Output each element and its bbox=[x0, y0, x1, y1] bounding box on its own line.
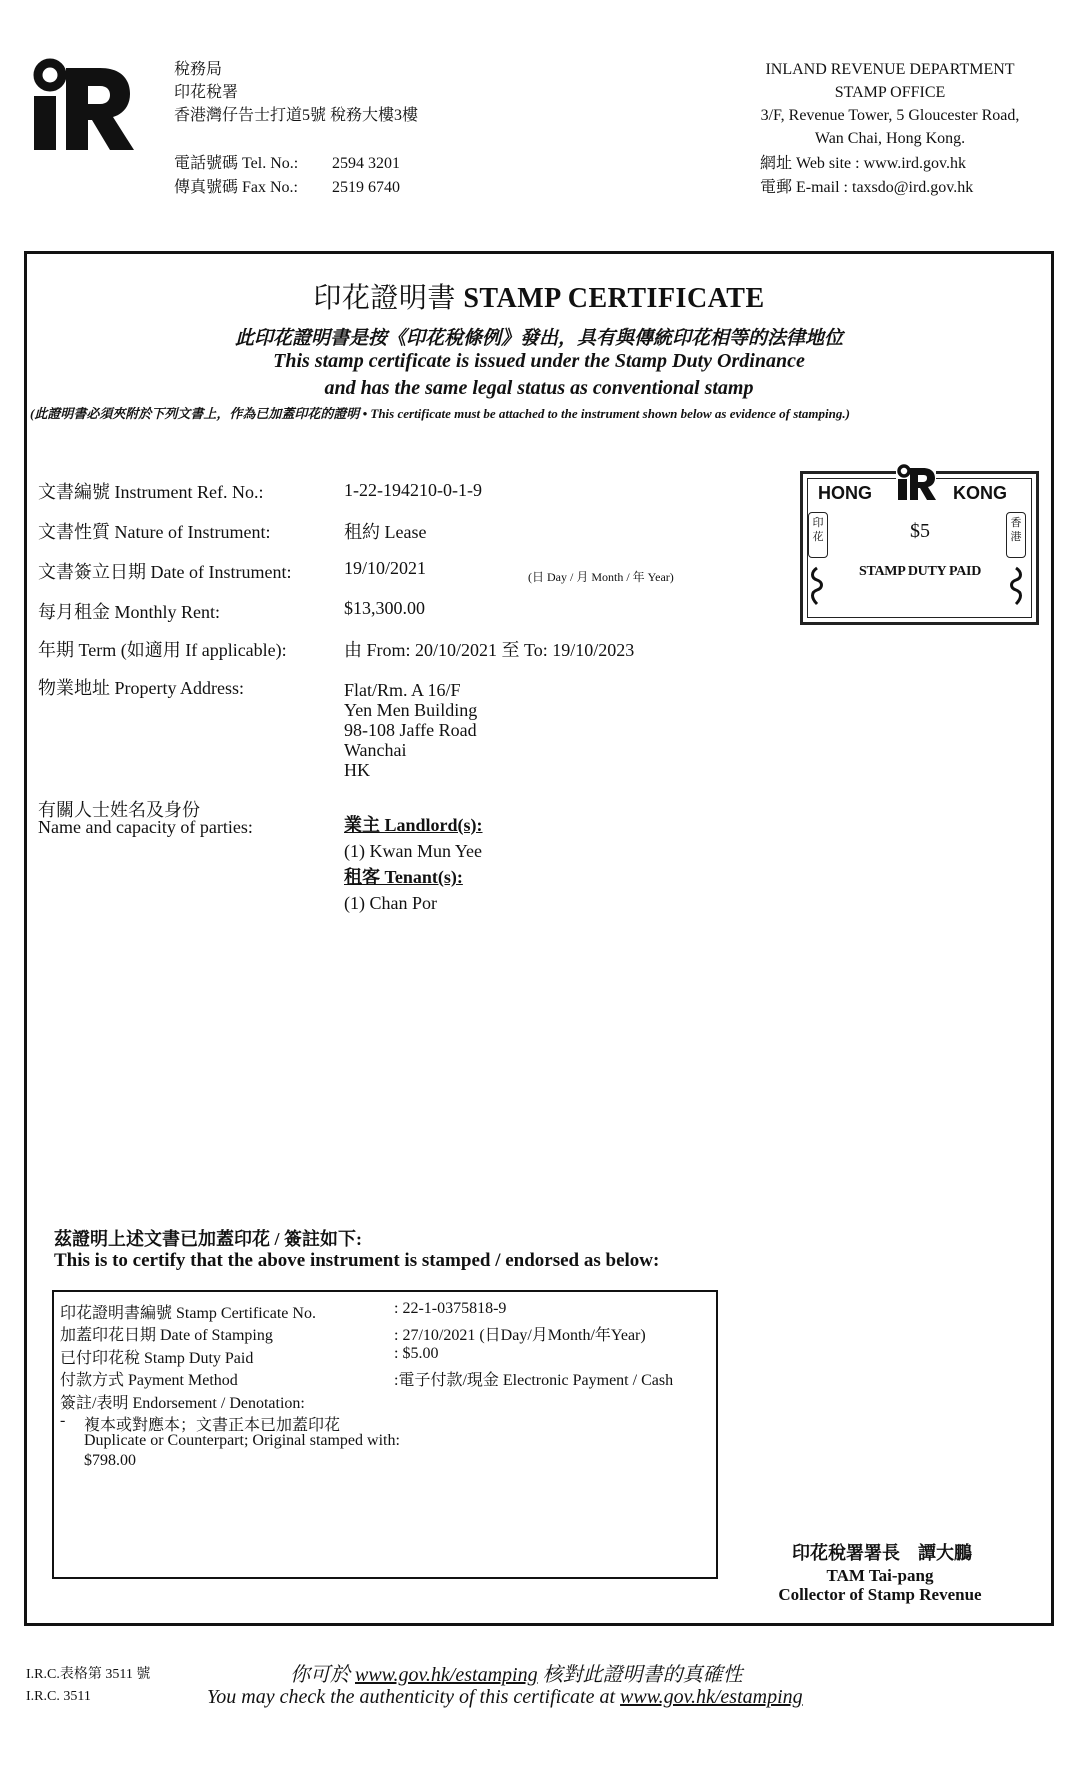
certify-line-cn: 茲證明上述文書已加蓋印花 / 簽註如下: bbox=[54, 1229, 362, 1249]
title-en: STAMP CERTIFICATE bbox=[463, 283, 765, 314]
address-line: Flat/Rm. A 16/F bbox=[344, 680, 461, 700]
header-cn-block bbox=[174, 58, 418, 127]
address-line: Wanchai bbox=[344, 740, 407, 760]
address-label: 物業地址 Property Address: bbox=[38, 678, 244, 698]
endorsement-bullet: - bbox=[60, 1412, 66, 1429]
title-cn: 印花證明書 bbox=[313, 281, 456, 314]
fax-label: 傳真號碼 Fax No.: bbox=[174, 179, 299, 196]
form-number-en: I.R.C. 3511 bbox=[26, 1689, 91, 1704]
nature-value: 租約 Lease bbox=[344, 522, 427, 542]
cert-no-value: : 22-1-0375818-9 bbox=[394, 1300, 507, 1317]
web-label: 網址 Web site : bbox=[760, 155, 860, 172]
rent-value: $13,300.00 bbox=[344, 598, 425, 618]
address-en-1: 3/F, Revenue Tower, 5 Gloucester Road, bbox=[760, 107, 1020, 124]
dept-en: INLAND REVENUE DEPARTMENT bbox=[765, 61, 1015, 78]
payment-value: :電子付款/現金 Electronic Payment / Cash bbox=[394, 1372, 674, 1389]
ref-value: 1-22-194210-0-1-9 bbox=[344, 480, 482, 500]
nature-label: 文書性質 Nature of Instrument: bbox=[38, 522, 271, 542]
stamp-left-seal: 印花 bbox=[808, 512, 828, 558]
parties-label-cn: 有關人士姓名及身份 bbox=[38, 800, 200, 820]
date-format-hint: (日 Day / 月 Month / 年 Year) bbox=[528, 570, 674, 584]
stamp-hong: HONG bbox=[818, 483, 872, 503]
tenant-heading: 租客 Tenant(s): bbox=[344, 867, 463, 887]
collector-title-cn: 印花稅署署長 譚大鵬 bbox=[792, 1543, 972, 1563]
verify-line-en bbox=[207, 1686, 803, 1709]
email-label: 電郵 E-mail : bbox=[760, 179, 848, 196]
subtitle-cn: 此印花證明書是按《印花稅條例》發出，具有與傳統印花相等的法律地位 bbox=[234, 328, 843, 349]
endorsement-cn: 複本或對應本；文書正本已加蓋印花 bbox=[84, 1417, 341, 1434]
verify-line-cn bbox=[290, 1658, 743, 1687]
tel-value: 2594 3201 bbox=[332, 155, 400, 172]
stamp-ornament-icon bbox=[1007, 566, 1025, 606]
verify-cn-pre: 你可於 bbox=[290, 1664, 350, 1686]
endorsement-label: 簽註/表明 Endorsement / Denotation: bbox=[60, 1395, 305, 1412]
payment-label: 付款方式 Payment Method bbox=[60, 1372, 238, 1389]
tenant-name: (1) Chan Por bbox=[344, 893, 437, 913]
collector-title-en: Collector of Stamp Revenue bbox=[778, 1585, 982, 1604]
header-contact bbox=[174, 152, 400, 200]
ird-logo bbox=[30, 58, 134, 150]
subtitle-en-1: This stamp certificate is issued under the Stamp Duty Ordinance bbox=[273, 350, 805, 372]
office-en: STAMP OFFICE bbox=[834, 84, 946, 101]
address-line: HK bbox=[344, 760, 370, 780]
dept-cn: 稅務局 bbox=[174, 61, 223, 78]
duty-value: : $5.00 bbox=[394, 1345, 439, 1362]
stamp-date-label: 加蓋印花日期 Date of Stamping bbox=[60, 1327, 273, 1344]
address-en-2: Wan Chai, Hong Kong. bbox=[814, 130, 966, 147]
stamp-right-seal: 香港 bbox=[1006, 512, 1026, 558]
endorsement-amount: $798.00 bbox=[84, 1452, 136, 1469]
duty-label: 已付印花稅 Stamp Duty Paid bbox=[60, 1350, 254, 1367]
address-cn: 香港灣仔告士打道5號 稅務大樓3樓 bbox=[174, 107, 419, 124]
form-number-cn: I.R.C.表格第 3511 號 bbox=[26, 1667, 151, 1682]
verify-cn-post: 核對此證明書的真確性 bbox=[542, 1664, 743, 1686]
office-cn: 印花稅署 bbox=[174, 84, 239, 101]
ref-label: 文書編號 Instrument Ref. No.: bbox=[38, 482, 264, 502]
endorsement-en: Duplicate or Counterpart; Original stamped with: bbox=[84, 1432, 400, 1449]
landlord-heading: 業主 Landlord(s): bbox=[344, 815, 483, 835]
verify-en-pre: You may check the authenticity of this certificate at bbox=[207, 1686, 616, 1708]
term-value: 由 From: 20/10/2021 至 To: 19/10/2023 bbox=[344, 640, 635, 660]
stamp-date-value: : 27/10/2021 (日Day/月Month/年Year) bbox=[394, 1327, 646, 1344]
subtitle-en-2: and has the same legal status as conventional stamp bbox=[324, 377, 754, 399]
address-line: 98-108 Jaffe Road bbox=[344, 720, 477, 740]
verify-link[interactable]: www.gov.hk/estamping bbox=[355, 1664, 538, 1686]
stamp-paid-label: STAMP DUTY PAID bbox=[858, 564, 982, 579]
stamp-amount: $5 bbox=[910, 520, 930, 542]
cert-no-label: 印花證明書編號 Stamp Certificate No. bbox=[60, 1305, 316, 1322]
certificate-title bbox=[24, 276, 1054, 316]
web-link[interactable]: www.ird.gov.hk bbox=[863, 155, 966, 172]
parties-label-en: Name and capacity of parties: bbox=[38, 817, 253, 837]
verify-link[interactable]: www.gov.hk/estamping bbox=[620, 1686, 803, 1708]
stamp-kong: KONG bbox=[953, 483, 1007, 503]
fax-value: 2519 6740 bbox=[332, 179, 400, 196]
term-label: 年期 Term (如適用 If applicable): bbox=[38, 640, 287, 660]
date-label: 文書簽立日期 Date of Instrument: bbox=[38, 562, 292, 582]
landlord-name: (1) Kwan Mun Yee bbox=[344, 841, 482, 861]
tel-label: 電話號碼 Tel. No.: bbox=[174, 155, 299, 172]
parties-block bbox=[344, 812, 483, 916]
stamp-ird-logo bbox=[896, 464, 936, 500]
certify-line-en: This is to certify that the above instrument is stamped / endorsed as below: bbox=[54, 1250, 660, 1271]
collector-name: TAM Tai-pang bbox=[826, 1566, 934, 1585]
header-en-block bbox=[720, 58, 1060, 150]
email-link[interactable]: taxsdo@ird.gov.hk bbox=[852, 179, 974, 196]
rent-label: 每月租金 Monthly Rent: bbox=[38, 602, 221, 622]
address-line: Yen Men Building bbox=[344, 700, 478, 720]
header-web bbox=[760, 152, 973, 200]
property-address bbox=[344, 680, 477, 780]
attachment-note: (此證明書必須夾附於下列文書上，作為已加蓋印花的證明 • This certificate must be attached to the instrument shown below as evidence of stamping.) bbox=[30, 406, 850, 421]
date-value: 19/10/2021 bbox=[344, 558, 427, 578]
stamp-ornament-icon bbox=[808, 566, 826, 606]
